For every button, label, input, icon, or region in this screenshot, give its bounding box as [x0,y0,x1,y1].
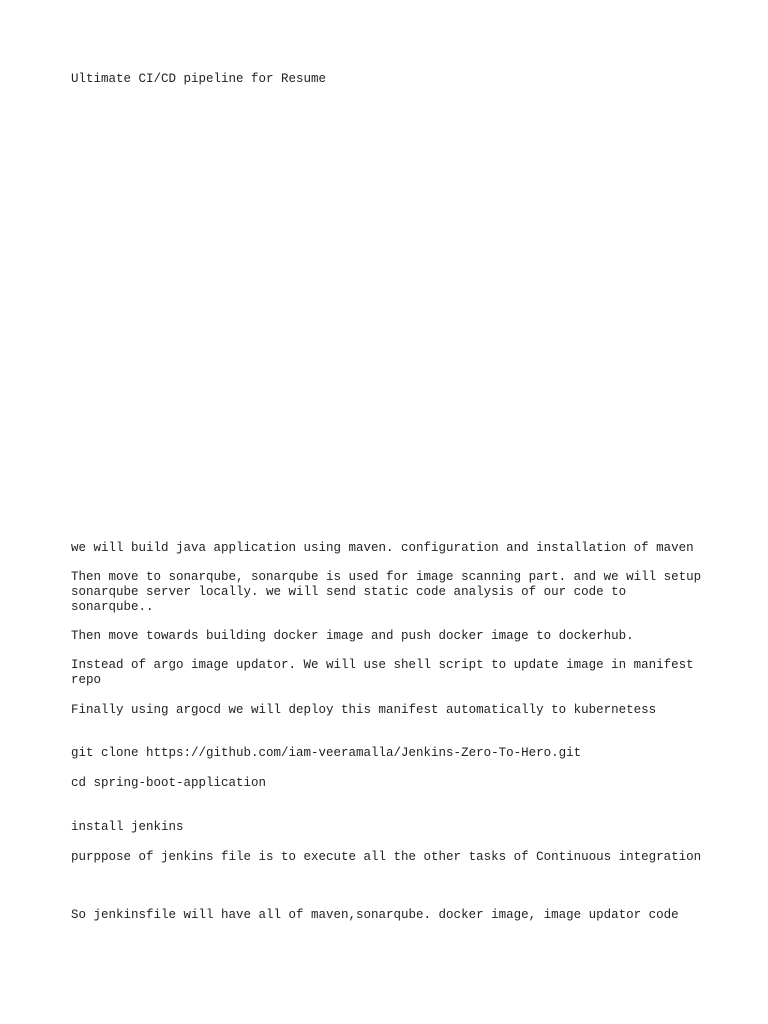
document-title: Ultimate CI/CD pipeline for Resume [71,72,327,86]
paragraph-argocd-deploy: Finally using argocd we will deploy this manifest automatically to kubernetess [71,703,657,717]
paragraph-install-jenkins: install jenkins [71,820,184,834]
paragraph-docker-image: Then move towards building docker image and push docker image to dockerhub. [71,629,634,643]
paragraph-sonarqube: Then move to sonarqube, sonarqube is used for image scanning part. and we will setup sonarqube server locally. we will send static code analysis of our code to sonarqube.. [71,570,709,614]
paragraph-cd-command: cd spring-boot-application [71,776,267,790]
paragraph-maven-build: we will build java application using maven. configuration and installation of maven [71,541,694,555]
paragraph-image-updator: Instead of argo image updator. We will use shell script to update image in manifest repo [71,658,702,687]
paragraph-git-clone: git clone https://github.com/iam-veeramalla/Jenkins-Zero-To-Hero.git [71,746,582,760]
paragraph-jenkinsfile-purpose: purppose of jenkins file is to execute all the other tasks of Continuous integration [71,850,702,864]
paragraph-jenkinsfile-contents: So jenkinsfile will have all of maven,sonarqube. docker image, image updator code [71,908,679,922]
